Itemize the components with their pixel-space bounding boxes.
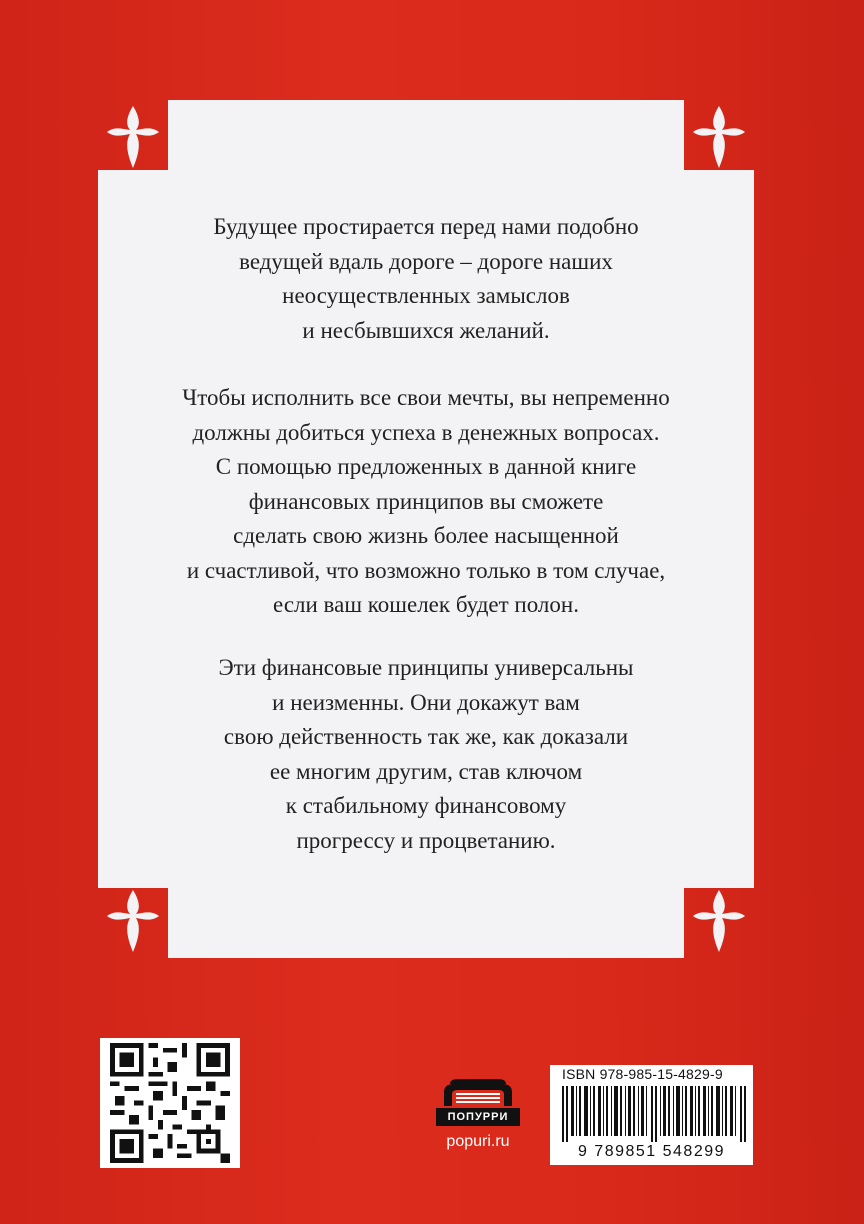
qr-code-icon (110, 1043, 230, 1163)
fleur-ornament-icon (689, 102, 749, 172)
description-paragraph-3 (98, 651, 754, 858)
barcode-digits: 9 789851 548299 (577, 1143, 726, 1160)
text-line: ведущей вдаль дороге – дороге наших (239, 248, 613, 274)
text-line: и счастливой, что возможно только в том случае, (186, 557, 666, 583)
publisher-logo[interactable] (430, 1078, 526, 1158)
fleur-ornament-icon (103, 102, 163, 172)
text-line: Чтобы исполнить все свои мечты, вы непременно (182, 385, 670, 410)
publisher-name: ПОПУРРИ (436, 1108, 520, 1126)
publisher-url[interactable]: popuri.ru (446, 1133, 510, 1150)
qr-code[interactable] (100, 1038, 240, 1168)
text-line: прогрессу и процветанию. (296, 827, 556, 853)
text-line: ее многим другим, став ключом (269, 758, 583, 784)
text-line: если ваш кошелек будет полон. (273, 592, 579, 617)
description-paragraph-1 (98, 210, 754, 348)
books-stack-icon (438, 1078, 518, 1108)
isbn-barcode (550, 1065, 753, 1165)
text-line: С помощью предложенных в данной книге (215, 454, 637, 479)
text-line: свою действенность так же, как доказали (223, 724, 629, 749)
text-line: сделать свою жизнь более насыщенной (233, 523, 619, 548)
text-line: и неизменны. Они докажут вам (272, 689, 580, 715)
text-line: неосуществленных замыслов (282, 283, 570, 308)
text-line: должны добиться успеха в денежных вопросах. (192, 419, 660, 445)
isbn-label: ISBN 978-985-15-4829-9 (562, 1066, 723, 1082)
fleur-ornament-icon (103, 886, 163, 956)
text-line: финансовых принципов вы сможете (248, 488, 604, 514)
fleur-ornament-icon (689, 886, 749, 956)
text-line: и несбывшихся желаний. (302, 317, 550, 343)
barcode-bars (562, 1086, 746, 1142)
description-paragraph-2 (98, 381, 754, 623)
text-line: к стабильному финансовому (285, 793, 567, 818)
text-line: Будущее простирается перед нами подобно (213, 214, 639, 239)
text-line: Эти финансовые принципы универсальны (218, 655, 634, 680)
